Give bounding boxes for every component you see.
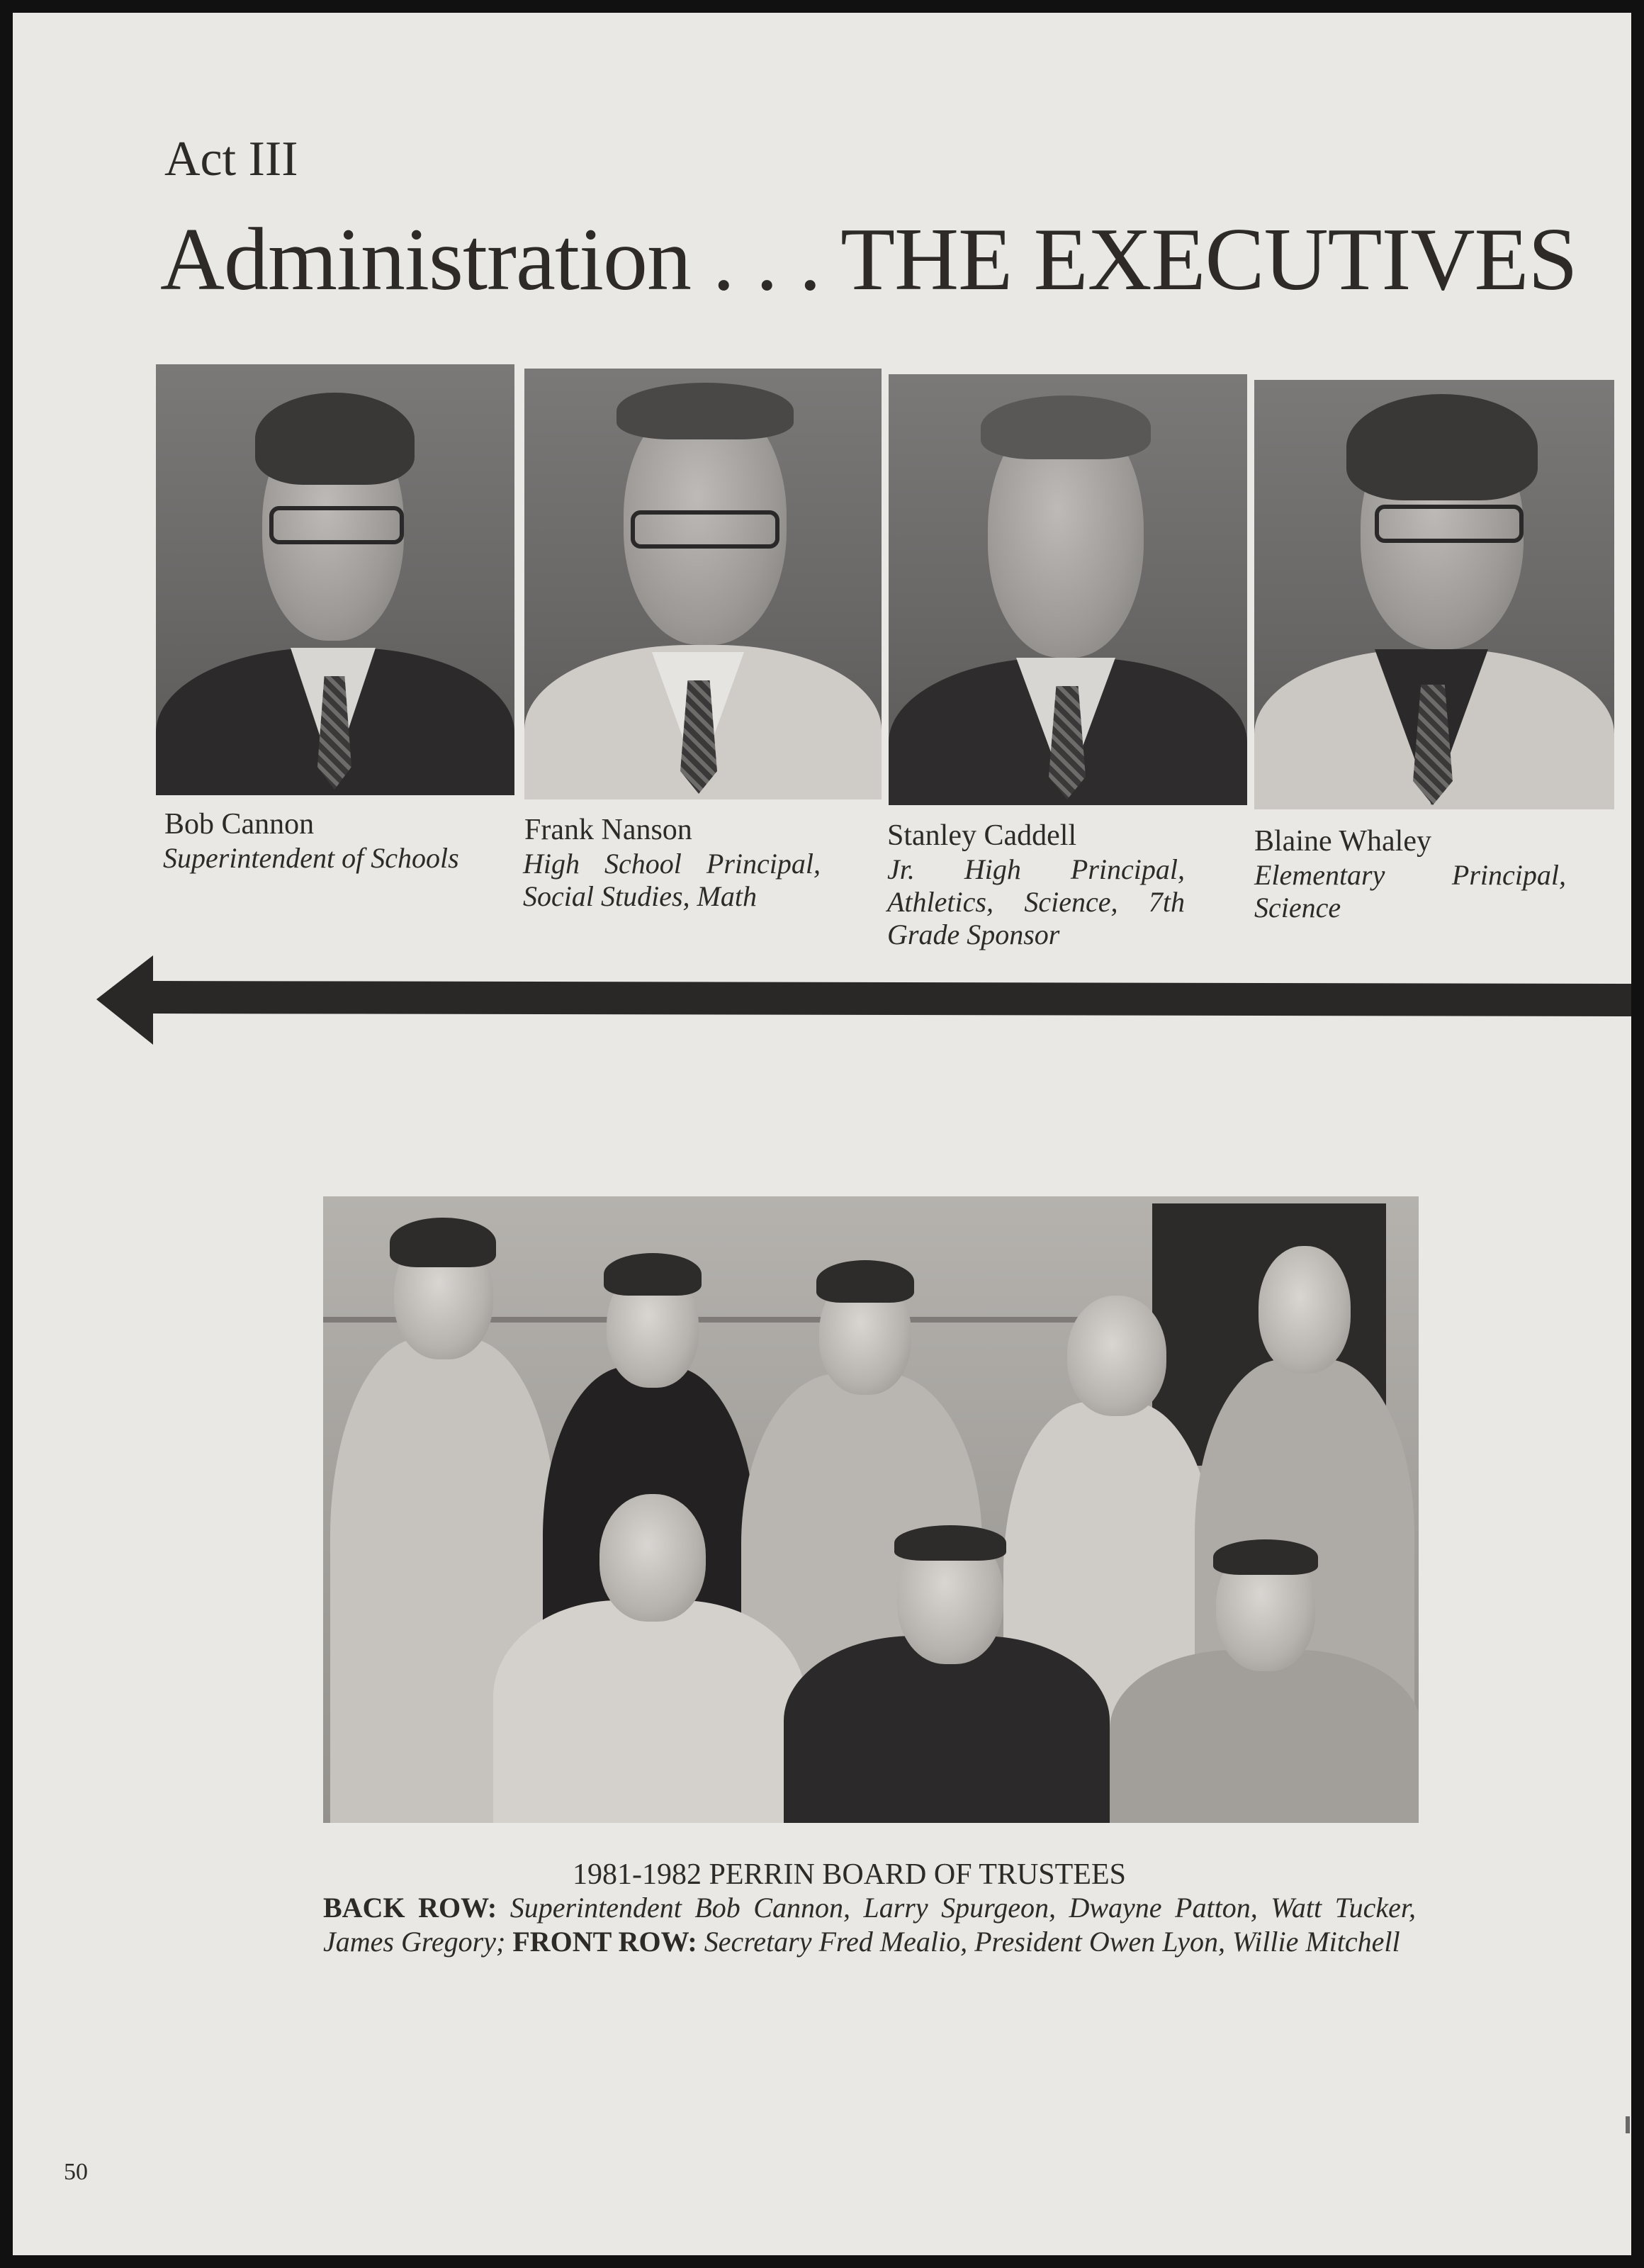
portrait-4-hair: [1346, 394, 1538, 500]
page-title: Administration . . . THE EXECUTIVES: [160, 210, 1577, 309]
portrait-photo-1: [156, 364, 514, 795]
portrait-2-glasses: [631, 510, 779, 549]
yearbook-page: [13, 13, 1631, 2255]
board-member-back-1-hair: [390, 1218, 496, 1267]
executive-role-3: Jr. High Principal, Athletics, Science, 7th Grade Sponsor: [887, 853, 1185, 950]
board-member-back-3-hair: [816, 1260, 914, 1303]
portrait-3-hair: [981, 395, 1151, 459]
board-member-back-2-hair: [604, 1253, 702, 1296]
board-member-back-5-face: [1259, 1246, 1351, 1374]
section-label: Act III: [164, 132, 298, 186]
front-row-names: Secretary Fred Mealio, President Owen Lyon, Willie Mitchell: [704, 1926, 1400, 1958]
executive-name-1: Bob Cannon: [164, 808, 315, 841]
executive-name-4: Blaine Whaley: [1254, 825, 1431, 858]
executive-name-2: Frank Nanson: [524, 814, 692, 846]
board-member-back-4-face: [1067, 1296, 1166, 1416]
executive-role-4: Elementary Principal, Science: [1254, 859, 1566, 924]
board-member-front-3-hair: [1213, 1539, 1318, 1575]
portrait-1-glasses: [269, 506, 404, 544]
board-member-front-3: [1110, 1544, 1419, 1823]
portrait-photo-3: [889, 374, 1247, 805]
board-member-front-3-suit: [1110, 1650, 1419, 1823]
left-arrow-icon: [96, 955, 1631, 1049]
front-row-label: FRONT ROW:: [512, 1926, 697, 1958]
back-row-names: Superintendent Bob Cannon, Larry Spurgeon, Dwayne Patton, Watt Tucker, James Gregory;: [323, 1892, 1417, 1958]
board-group-photo: [323, 1196, 1419, 1823]
back-row-label: BACK ROW:: [323, 1892, 497, 1924]
portrait-photo-4: [1254, 380, 1614, 809]
board-member-front-1: [493, 1494, 805, 1823]
portrait-2-hair: [616, 383, 794, 439]
portrait-photo-2: [524, 369, 882, 799]
board-caption-heading: 1981-1982 PERRIN BOARD OF TRUSTEES: [573, 1858, 1126, 1891]
executive-name-3: Stanley Caddell: [887, 819, 1077, 852]
portrait-1-hair: [255, 393, 415, 485]
portrait-4-glasses: [1375, 505, 1524, 543]
board-member-front-1-face: [599, 1494, 706, 1622]
page-number: 50: [64, 2159, 88, 2185]
board-caption: [323, 1891, 1416, 1959]
executive-role-2: High School Principal, Social Studies, Math: [523, 848, 821, 912]
executive-role-1: Superintendent of Schools: [163, 842, 459, 874]
board-member-front-2: [784, 1529, 1110, 1823]
board-member-front-2-hair: [894, 1525, 1006, 1561]
edge-mark: [1626, 2116, 1630, 2133]
board-member-front-1-suit: [493, 1600, 805, 1823]
